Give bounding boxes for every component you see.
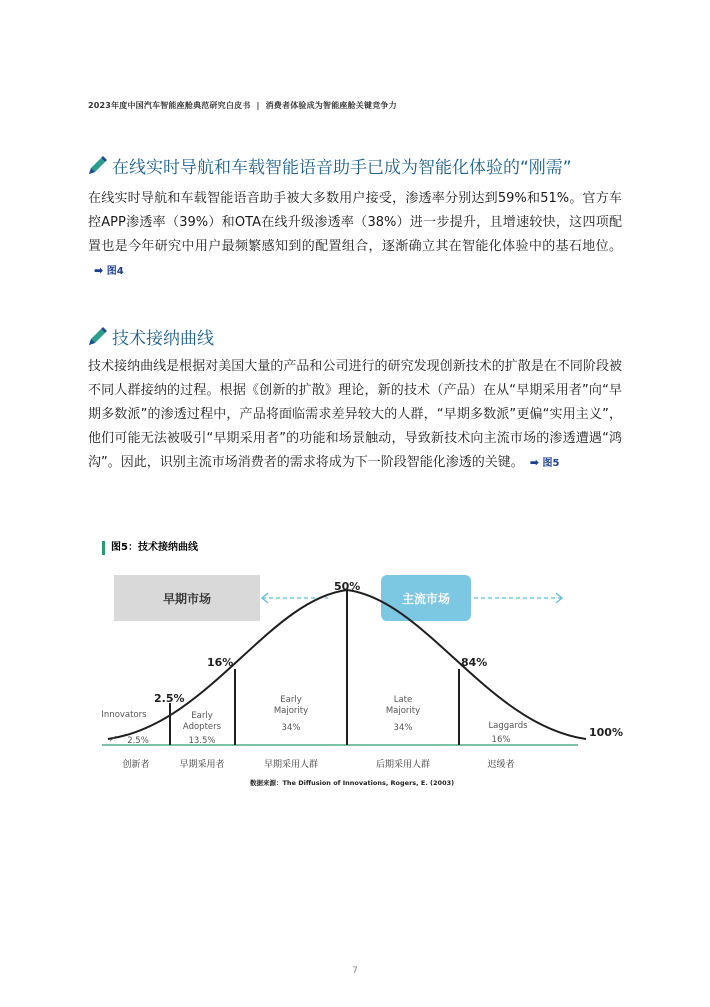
- segment-share: 34%: [393, 723, 413, 733]
- segment-name: Early Adopters: [182, 711, 222, 732]
- segment-cn-label: 早期采用者: [179, 760, 225, 770]
- page-number: 7: [352, 966, 358, 976]
- arrow-right-icon: ➡: [529, 456, 539, 469]
- segment-share: 2.5%: [127, 736, 149, 746]
- section-1-body: 在线实时导航和车载智能语音助手被大多数用户接受，渗透率分别达到59%和51%。官方车控APP渗透率（39%）和OTA在线升级渗透率（38%）进一步提升，且增速较快，这四项配置也是今年研究中用户最频繁感知到的配置组合，逐渐确立其在智能化体验中的基石地位。: [88, 191, 622, 254]
- adoption-curve-chart: [88, 560, 628, 775]
- segment-name: Laggards: [488, 721, 528, 731]
- segment-share: 13.5%: [188, 736, 216, 746]
- segment-cn-label: 后期采用人群: [375, 760, 431, 770]
- segment-share: 34%: [281, 723, 301, 733]
- figure-label: 图5：技术接纳曲线: [102, 541, 198, 555]
- cumulative-label: 84%: [461, 656, 488, 669]
- chapter-title: 消费者体验成为智能座舱关键竞争力: [265, 101, 397, 110]
- segment-cn-label: 早期采用人群: [263, 760, 319, 770]
- segment-share: 16%: [491, 735, 511, 745]
- section-2-heading: [86, 324, 214, 349]
- figure-4-link[interactable]: [94, 266, 124, 277]
- section-1-title: 在线实时导航和车载智能语音助手已成为智能化体验的“刚需”: [112, 158, 572, 178]
- cumulative-label: 50%: [334, 580, 361, 593]
- arrow-right-icon: ➡: [94, 264, 104, 277]
- section-2-title: 技术接纳曲线: [112, 329, 214, 349]
- figure-source: 数据来源：The Diffusion of Innovations, Rogers, E. (2003): [250, 779, 455, 787]
- section-1-paragraph: [88, 187, 622, 284]
- report-title: 2023年度中国汽车智能座舱典范研究白皮书: [88, 101, 251, 110]
- header-separator: |: [256, 101, 260, 110]
- section-1-heading: [86, 153, 572, 178]
- segment-cn-label: 迟缓者: [487, 760, 515, 770]
- segment-cn-label: 创新者: [122, 760, 150, 770]
- figure-5-link[interactable]: [530, 458, 560, 469]
- section-2-body: 技术接纳曲线是根据对美国大量的产品和公司进行的研究发现创新技术的扩散是在不同阶段被不同人群接纳的过程。根据《创新的扩散》理论，新的技术（产品）在从“早期采用者”向“早期多数派”的渗透过程中，产品将面临需求差异较大的人群，“早期多数派”更偏“实用主义”，他们可能无法被吸引“早期采用者”的功能和场景触动，导致新技术向主流市场的渗透遭遇“鸿沟”。因此，识别主流市场消费者的需求将成为下一阶段智能化渗透的关键。: [88, 359, 622, 470]
- segment-name: Early Majority: [273, 695, 309, 716]
- cumulative-label: 16%: [207, 656, 234, 669]
- cumulative-label: 2.5%: [154, 692, 185, 705]
- section-2-paragraph: [88, 355, 622, 476]
- figure-5-ref-label: 图5: [542, 458, 560, 469]
- segment-name: Late Majority: [385, 695, 421, 716]
- early-market-label: 早期市场: [162, 592, 212, 606]
- segment-name: Innovators: [101, 710, 147, 720]
- report-header: [88, 100, 397, 111]
- mainstream-market-label: 主流市场: [401, 592, 451, 606]
- pencil-icon: [86, 326, 108, 348]
- segment-cn-labels: [122, 758, 514, 770]
- figure-4-ref-label: 图4: [106, 266, 124, 277]
- cumulative-label: 100%: [589, 726, 623, 739]
- pencil-icon: [86, 155, 108, 177]
